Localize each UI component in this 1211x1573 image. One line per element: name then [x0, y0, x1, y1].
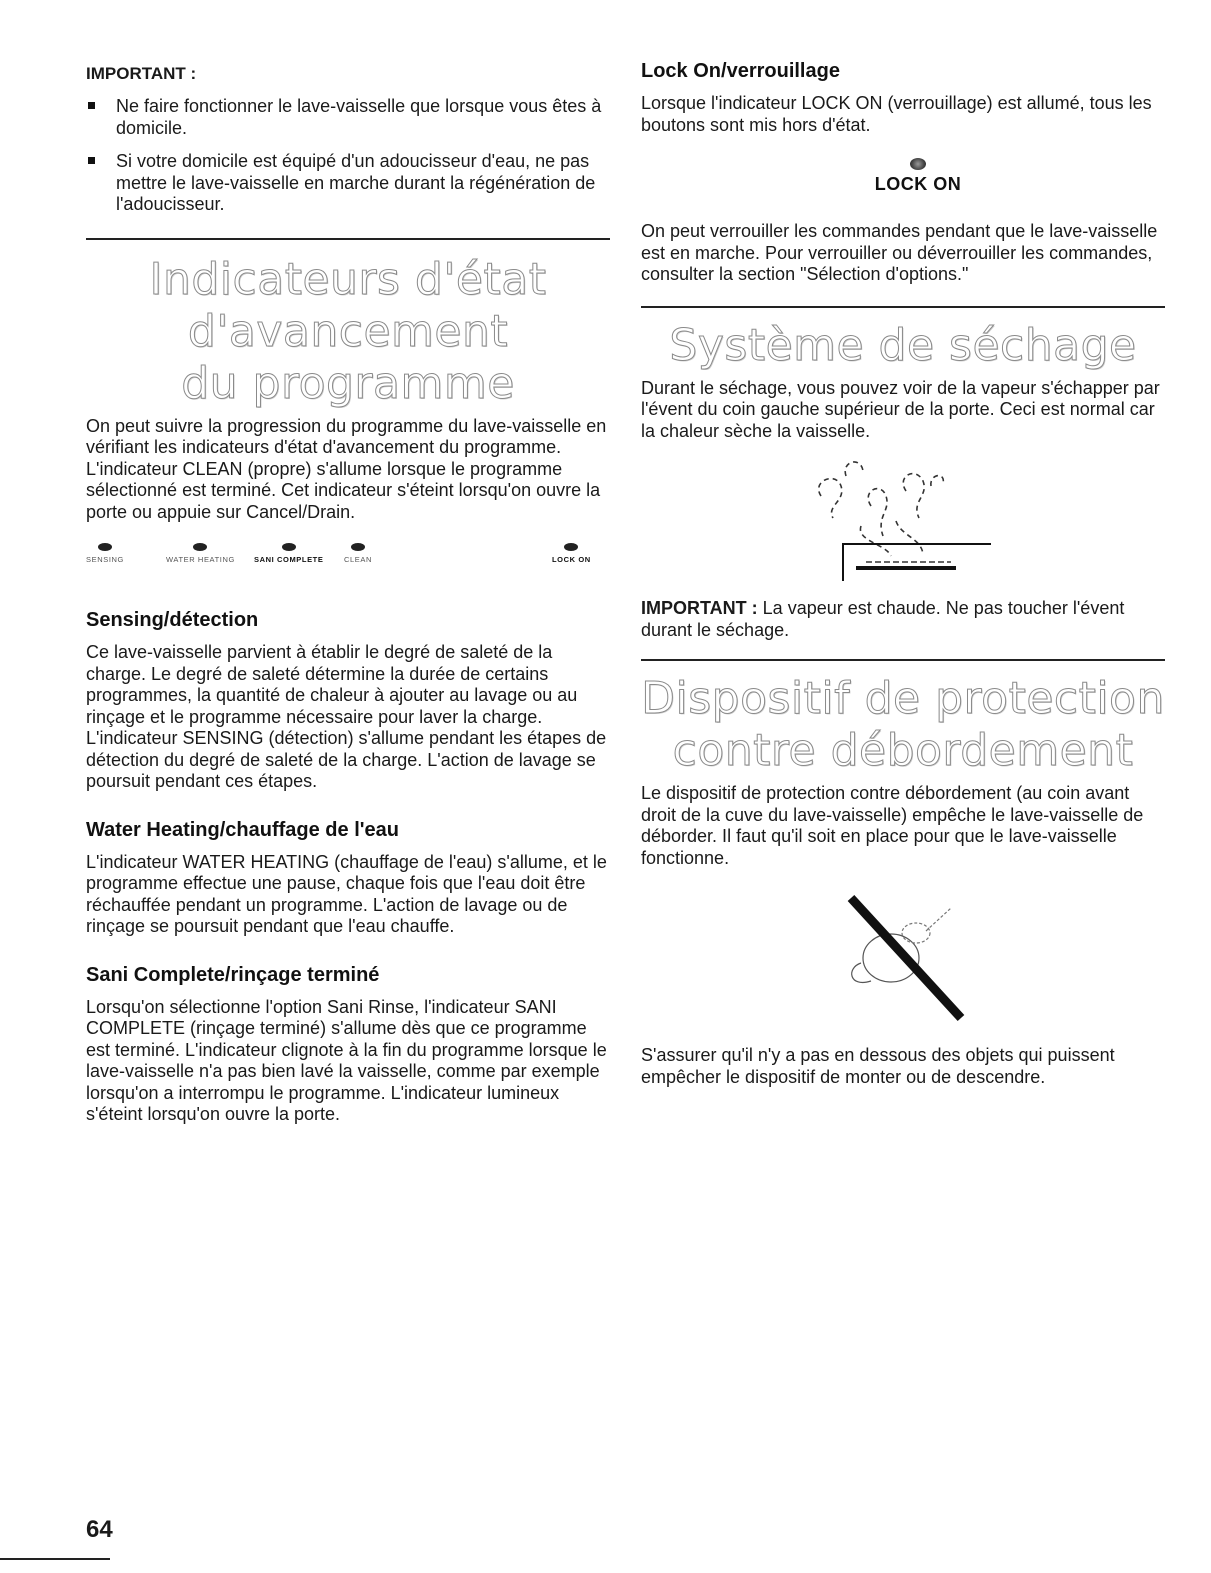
- sensing-text: Ce lave-vaisselle parvient à établir le degré de saleté de la charge. Le degré de saleté détermine la durée de certains programmes, la quantité de chaleur à ajouter au lavage ou au rinçage et le programme nécessaire pour laver la charge. L'indicateur SENSING (détection) s'allume pendant les étapes de détection du degré de saleté de la charge. L'action de lavage se poursuit pendant ces étapes.: [86, 642, 607, 791]
- no-obstruction-icon: [831, 893, 971, 1023]
- water-heating-heading: Water Heating/chauffage de l'eau: [86, 818, 399, 841]
- important-label: IMPORTANT :: [86, 64, 197, 83]
- left-column: [86, 60, 610, 1126]
- section-divider: [641, 306, 1165, 308]
- overflow-text: Le dispositif de protection contre débordement (au coin avant droit de la cuve du lave-vaisselle) empêche le lave-vaisselle de déborder. Il faut qu'il soit en place pour que le lave-vaisselle fonctionne.: [641, 783, 1144, 868]
- indicator-light-icon: [564, 543, 578, 551]
- section-divider: [86, 238, 610, 240]
- drying-text: Durant le séchage, vous pouvez voir de la vapeur s'échapper par l'évent du coin gauche supérieur de la porte. Ceci est normal car la chaleur sèche la vaisselle.: [641, 377, 1160, 441]
- indicator-light-icon: [98, 543, 112, 551]
- indicator-sensing: SENSING: [86, 543, 124, 564]
- section-title: Indicateurs d'état d'avancement du programme: [149, 253, 547, 409]
- page-number: 64: [86, 1516, 113, 1543]
- progress-intro-text: On peut suivre la progression du programme du lave-vaisselle en vérifiant les indicateurs d'état d'avancement du programme. L'indicateur CLEAN (propre) s'allume lorsque le programme sélectionné est terminé. Cet indicateur s'éteint lorsqu'on ouvre la porte ou appuie sur Cancel/Drain.: [86, 415, 607, 522]
- lock-heading: Lock On/verrouillage: [641, 60, 840, 82]
- lock-text-2: On peut verrouiller les commandes pendant que le lave-vaisselle est en marche. Pour verrouiller ou déverrouiller les commandes, consulter la section "Sélection d'options.": [641, 221, 1158, 284]
- sensing-heading: Sensing/détection: [86, 609, 259, 631]
- steam-icon: [811, 456, 1011, 586]
- lock-on-indicator: [641, 158, 1165, 195]
- important-label: IMPORTANT :: [641, 598, 758, 618]
- indicator-light-icon: [282, 543, 296, 551]
- sani-complete-text: Lorsqu'on sélectionne l'option Sani Rinse, l'indicateur SANI COMPLETE (rinçage terminé) s'allume dès que ce programme est terminé. L'indicateur clignote à la fin du programme lorsque le lave-vaisselle n'a pas bien lavé la vaisselle, comme par exemple lorsqu'on a interrompu le programme. L'indicateur lumineux s'éteint lorsqu'on ouvre la porte.: [86, 996, 607, 1124]
- steam-vent-illustration: [811, 456, 1011, 586]
- indicator-sani-complete: SANI COMPLETE: [254, 543, 323, 564]
- right-column: [641, 60, 1165, 1088]
- indicator-lock-on: LOCK ON: [552, 543, 591, 564]
- section-divider: [641, 659, 1165, 661]
- important-list: [86, 96, 610, 216]
- overflow-text-2: S'assurer qu'il n'y a pas en dessous des objets qui puissent empêcher le dispositif de monter ou de descendre.: [641, 1045, 1115, 1087]
- lock-on-label: LOCK ON: [874, 174, 962, 194]
- indicator-light-icon: [351, 543, 365, 551]
- indicator-clean: CLEAN: [344, 543, 372, 564]
- bullet-square-icon: [88, 157, 95, 164]
- indicator-light-icon: [193, 543, 207, 551]
- overflow-title: Dispositif de protection contre débordement: [641, 673, 1165, 776]
- bullet-square-icon: [88, 102, 95, 109]
- lock-light-icon: [910, 158, 926, 170]
- drying-important: IMPORTANT : La vapeur est chaude. Ne pas toucher l'évent durant le séchage.: [641, 598, 1125, 640]
- indicator-water-heating: WATER HEATING: [166, 543, 235, 564]
- overflow-illustration: [831, 893, 971, 1023]
- water-heating-text: L'indicateur WATER HEATING (chauffage de l'eau) s'allume, et le programme effectue une pause, chaque fois que l'eau doit être réchauffée pendant un programme. L'action de lavage ou de rinçage se poursuit pendant que l'eau chauffe.: [86, 851, 607, 936]
- indicator-panel: [86, 543, 610, 583]
- list-item: Si votre domicile est équipé d'un adoucisseur d'eau, ne pas mettre le lave-vaisselle en marche durant la régénération de l'adoucisseur.: [86, 151, 610, 216]
- sani-complete-heading: Sani Complete/rinçage terminé: [86, 963, 380, 986]
- lock-text: Lorsque l'indicateur LOCK ON (verrouillage) est allumé, tous les boutons sont mis hors d'état.: [641, 93, 1152, 135]
- footer-rule: [0, 1558, 110, 1560]
- drying-title: Système de séchage: [669, 319, 1137, 371]
- list-item: Ne faire fonctionner le lave-vaisselle que lorsque vous êtes à domicile.: [86, 96, 610, 139]
